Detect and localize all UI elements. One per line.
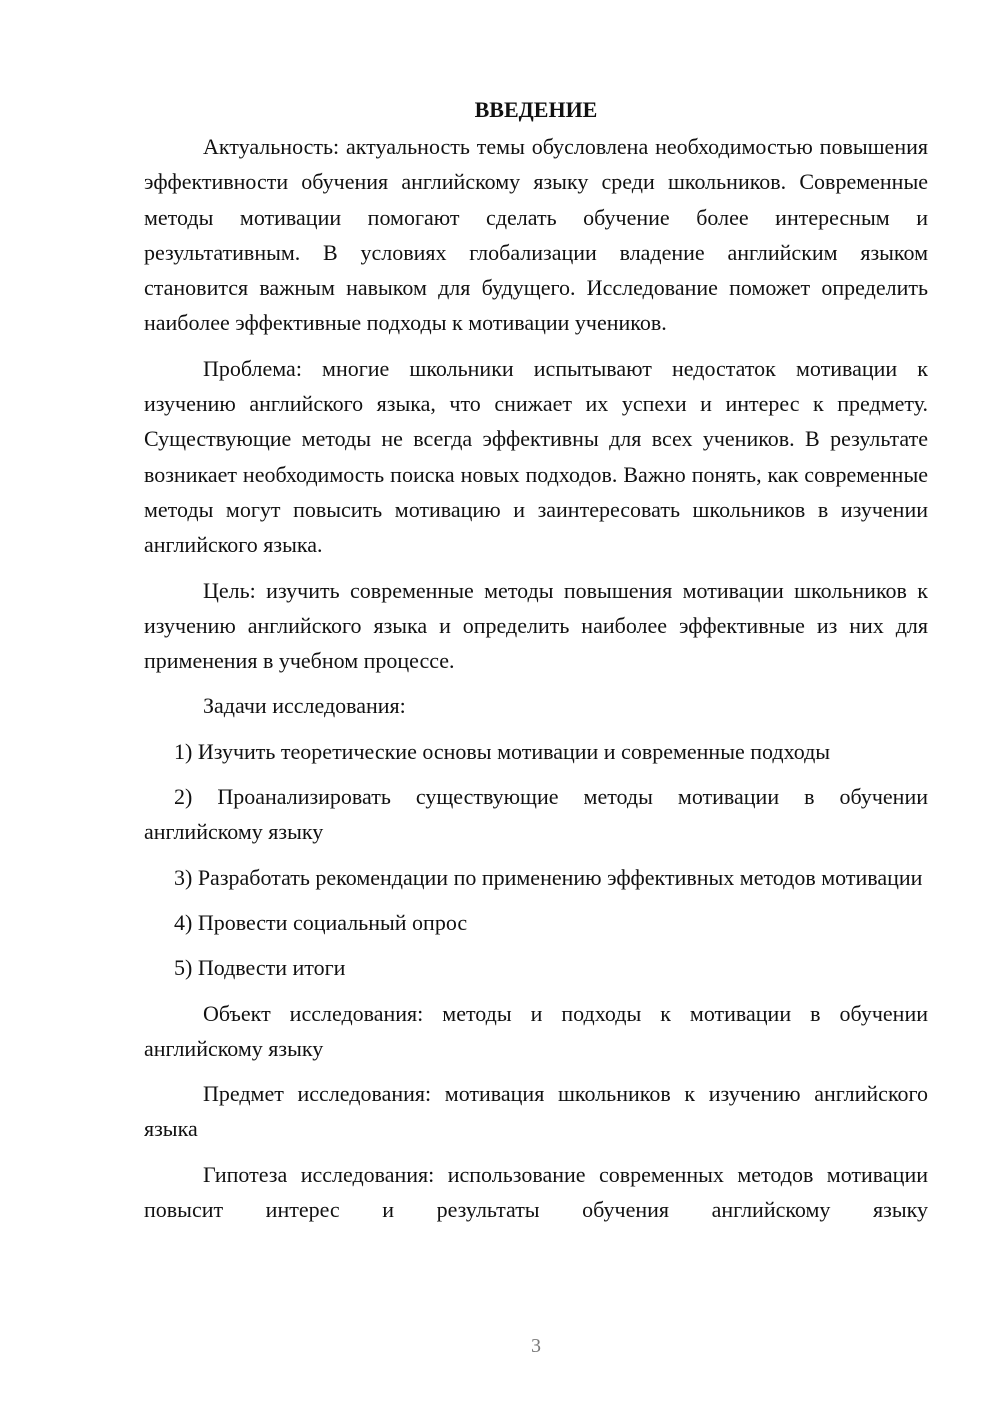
paragraph-hypothesis: Гипотеза исследования: использование современных методов мотивации повысит интерес и результаты обучения английскому языку bbox=[144, 1161, 928, 1223]
paragraph-relevance: Актуальность: актуальность темы обусловлена необходимостью повышения эффективности обучения английскому языку среди школьников. Современные методы мотивации помогают сделать обучение более интересным и результативным. В условиях глобализации владение английским языком становится важным навыком для будущего. Исследование поможет определить наиболее эффективные подходы к мотивации учеников. bbox=[144, 134, 928, 336]
list-item-task-2: 2) Проанализировать существующие методы мотивации в обучении английскому языку bbox=[144, 784, 928, 845]
paragraph-goal: Цель: изучить современные методы повышения мотивации школьников к изучению английского языка и определить наиболее эффективные из них для применения в учебном процессе. bbox=[144, 577, 928, 674]
document-page bbox=[144, 92, 928, 1237]
list-item-task-4: 4) Провести социальный опрос bbox=[174, 909, 468, 935]
paragraph-problem: Проблема: многие школьники испытывают недостаток мотивации к изучению английского языка, что снижает их успехи и интерес к предмету. Существующие методы не всегда эффективны для всех учеников. В результате возникает необходимость поиска новых подходов. Важно понять, как современные методы могут повысить мотивацию и заинтересовать школьников в изучении английского языка. bbox=[144, 355, 928, 558]
page-number: 3 bbox=[531, 1335, 541, 1357]
list-item-task-5: 5) Подвести итоги bbox=[174, 955, 346, 981]
page-title: ВВЕДЕНИЕ bbox=[474, 97, 598, 122]
list-item-task-1: 1) Изучить теоретические основы мотивации и современные подходы bbox=[174, 738, 831, 764]
list-item-task-3: 3) Разработать рекомендации по применению эффективных методов мотивации bbox=[174, 864, 923, 890]
paragraph-object: Объект исследования: методы и подходы к мотивации в обучении английскому языку bbox=[144, 1000, 928, 1061]
paragraph-subject: Предмет исследования: мотивация школьников к изучению английского языка bbox=[144, 1081, 928, 1142]
tasks-title: Задачи исследования: bbox=[203, 693, 406, 719]
